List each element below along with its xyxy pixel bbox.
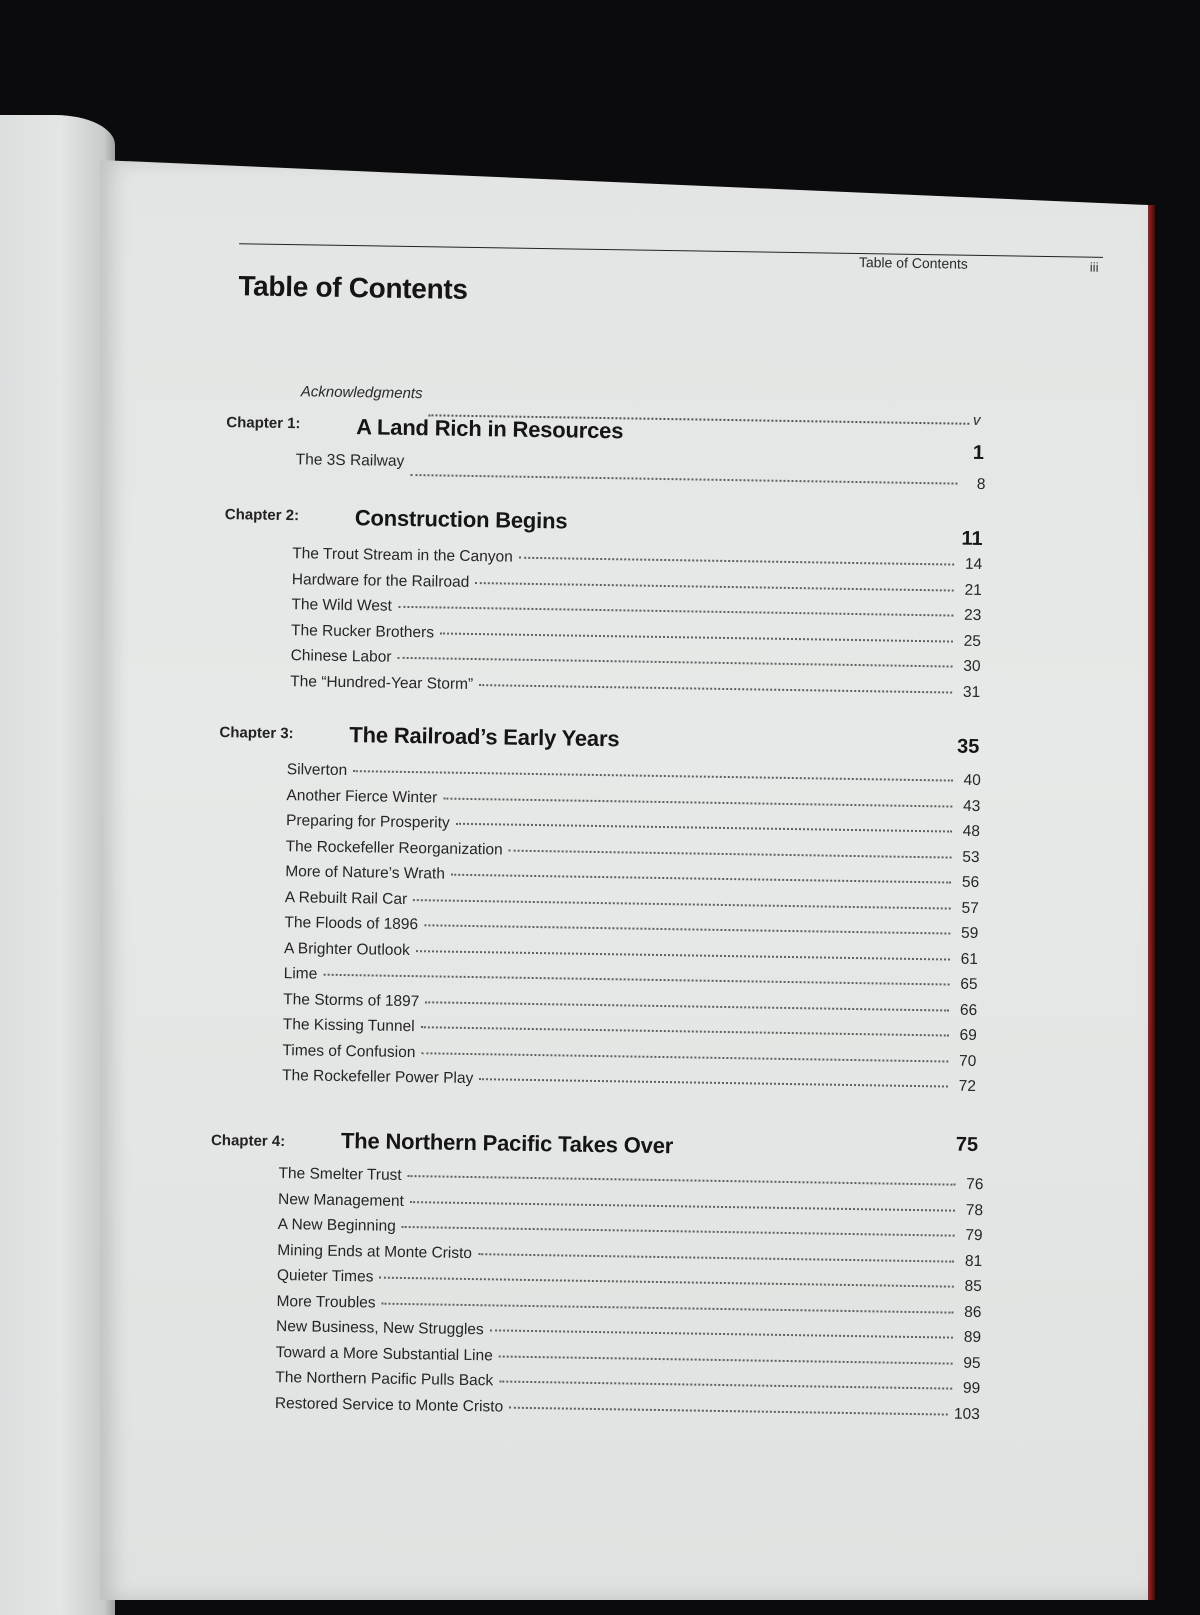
dot-leader bbox=[402, 1226, 955, 1237]
entry-page: 30 bbox=[963, 657, 981, 675]
chapter-page: 1 bbox=[972, 441, 985, 464]
entry-title: Mining Ends at Monte Cristo bbox=[277, 1241, 473, 1262]
dot-leader bbox=[353, 770, 953, 781]
dot-leader bbox=[408, 1175, 956, 1186]
dot-leader bbox=[509, 1406, 948, 1415]
dot-leader bbox=[416, 950, 950, 960]
entry-page: 23 bbox=[963, 606, 982, 624]
dot-leader bbox=[475, 582, 953, 592]
acknowledgments-page: v bbox=[972, 411, 981, 429]
chapter-title: A Land Rich in Resources bbox=[356, 414, 624, 444]
entry-title: A Rebuilt Rail Car bbox=[284, 888, 408, 908]
entry-title: New Business, New Struggles bbox=[275, 1317, 484, 1339]
dot-leader bbox=[382, 1302, 954, 1313]
dot-leader bbox=[410, 1201, 955, 1212]
entry-page: 61 bbox=[960, 950, 979, 968]
entry-title: The Floods of 1896 bbox=[284, 914, 419, 934]
entry-page: 95 bbox=[963, 1354, 981, 1372]
dot-leader bbox=[499, 1355, 953, 1364]
entry-title: The Kissing Tunnel bbox=[282, 1016, 415, 1036]
entry-page: 57 bbox=[961, 899, 979, 917]
entry-page: 85 bbox=[964, 1277, 982, 1296]
entry-title: The Trout Stream in the Canyon bbox=[292, 545, 513, 566]
chapter-title: Construction Begins bbox=[354, 505, 568, 534]
chapter-label: Chapter 2: bbox=[224, 506, 300, 525]
dot-leader bbox=[410, 474, 957, 485]
entry-page: 79 bbox=[965, 1226, 983, 1245]
dot-leader bbox=[323, 974, 949, 986]
entry-title: Quieter Times bbox=[276, 1266, 374, 1286]
entry-page: 66 bbox=[959, 1001, 978, 1019]
acknowledgments-label: Acknowledgments bbox=[300, 383, 423, 403]
page-title: Table of Contents bbox=[238, 270, 468, 305]
entry-title: Lime bbox=[283, 965, 318, 983]
entry-title: The Rucker Brothers bbox=[290, 621, 435, 641]
toc-entry[interactable] bbox=[295, 451, 985, 492]
entry-title: Chinese Labor bbox=[290, 647, 392, 666]
entry-page: 59 bbox=[960, 924, 979, 942]
dot-leader bbox=[398, 606, 953, 617]
entry-page: 48 bbox=[962, 822, 981, 840]
dot-leader bbox=[519, 557, 954, 566]
entry-title: The Rockefeller Reorganization bbox=[285, 837, 503, 858]
entry-page: 8 bbox=[976, 475, 986, 494]
dot-leader bbox=[479, 1078, 948, 1087]
running-head: Table of Contents bbox=[858, 254, 968, 272]
entry-page: 56 bbox=[961, 873, 980, 891]
entry-title: Restored Service to Monte Cristo bbox=[274, 1394, 504, 1416]
chapter-page: 11 bbox=[961, 527, 983, 550]
chapter-title: The Northern Pacific Takes Over bbox=[340, 1127, 674, 1159]
entry-page: 21 bbox=[964, 581, 982, 599]
dot-leader bbox=[379, 1277, 953, 1288]
entry-title: The Northern Pacific Pulls Back bbox=[275, 1368, 494, 1390]
chapter-3-entries bbox=[282, 761, 981, 1103]
entry-page: 43 bbox=[963, 797, 981, 815]
page-number: iii bbox=[1089, 259, 1099, 275]
entry-page: 103 bbox=[953, 1405, 980, 1423]
dot-leader bbox=[397, 657, 952, 668]
dot-leader bbox=[421, 1026, 949, 1036]
dot-leader bbox=[479, 684, 952, 693]
chapter-label: Chapter 4: bbox=[210, 1131, 286, 1151]
entry-title: The Storms of 1897 bbox=[283, 990, 420, 1010]
entry-title: Toward a More Substantial Line bbox=[275, 1343, 493, 1364]
entry-page: 76 bbox=[966, 1175, 984, 1194]
entry-title: Times of Confusion bbox=[282, 1041, 416, 1061]
dot-leader bbox=[443, 797, 952, 807]
entry-title: More of Nature’s Wrath bbox=[285, 863, 446, 883]
entry-title: A Brighter Outlook bbox=[283, 939, 410, 959]
entry-page: 99 bbox=[962, 1379, 981, 1398]
dot-leader bbox=[451, 874, 951, 884]
dot-leader bbox=[509, 849, 952, 858]
chapter-label: Chapter 3: bbox=[219, 724, 294, 743]
entry-title: The Smelter Trust bbox=[278, 1165, 402, 1184]
dot-leader bbox=[499, 1381, 952, 1390]
entry-page: 53 bbox=[962, 848, 980, 866]
dot-leader bbox=[421, 1052, 948, 1062]
entry-page: 14 bbox=[964, 555, 983, 573]
header-rule bbox=[239, 243, 1103, 258]
chapter-title: The Railroad’s Early Years bbox=[349, 722, 620, 752]
entry-page: 70 bbox=[958, 1052, 977, 1070]
dot-leader bbox=[424, 924, 950, 934]
dot-leader bbox=[440, 632, 953, 642]
entry-title: The Wild West bbox=[291, 596, 393, 615]
entry-page: 69 bbox=[959, 1026, 977, 1044]
dot-leader bbox=[456, 823, 952, 833]
chapter-1-entries bbox=[295, 451, 985, 492]
entry-page: 72 bbox=[958, 1077, 977, 1095]
entry-title: More Troubles bbox=[276, 1292, 376, 1312]
entry-page: 31 bbox=[962, 683, 981, 701]
entry-title: Silverton bbox=[286, 761, 348, 780]
entry-page: 25 bbox=[963, 632, 982, 650]
entry-title: Preparing for Prosperity bbox=[285, 812, 450, 832]
dot-leader bbox=[425, 1001, 949, 1011]
chapter-page: 35 bbox=[956, 735, 980, 758]
entry-title: The 3S Railway bbox=[295, 451, 405, 470]
entry-page: 78 bbox=[965, 1201, 984, 1219]
chapter-2-entries bbox=[290, 545, 982, 709]
entry-title: Hardware for the Railroad bbox=[291, 570, 470, 591]
chapter-label: Chapter 1: bbox=[226, 414, 301, 433]
entry-page: 89 bbox=[963, 1328, 982, 1347]
entry-title: The “Hundred-Year Storm” bbox=[290, 672, 474, 693]
entry-title: Another Fierce Winter bbox=[286, 786, 438, 806]
dot-leader bbox=[478, 1253, 954, 1262]
dot-leader bbox=[413, 899, 951, 909]
entry-page: 65 bbox=[960, 975, 978, 993]
entry-title: A New Beginning bbox=[277, 1216, 396, 1235]
chapter-page: 75 bbox=[955, 1133, 979, 1156]
entry-page: 81 bbox=[964, 1252, 983, 1270]
dot-leader bbox=[490, 1329, 953, 1338]
entry-title: New Management bbox=[277, 1190, 405, 1210]
entry-page: 86 bbox=[964, 1303, 982, 1321]
entry-title: The Rockefeller Power Play bbox=[281, 1067, 474, 1088]
chapter-4-entries bbox=[275, 1165, 984, 1431]
entry-page: 40 bbox=[963, 771, 981, 789]
